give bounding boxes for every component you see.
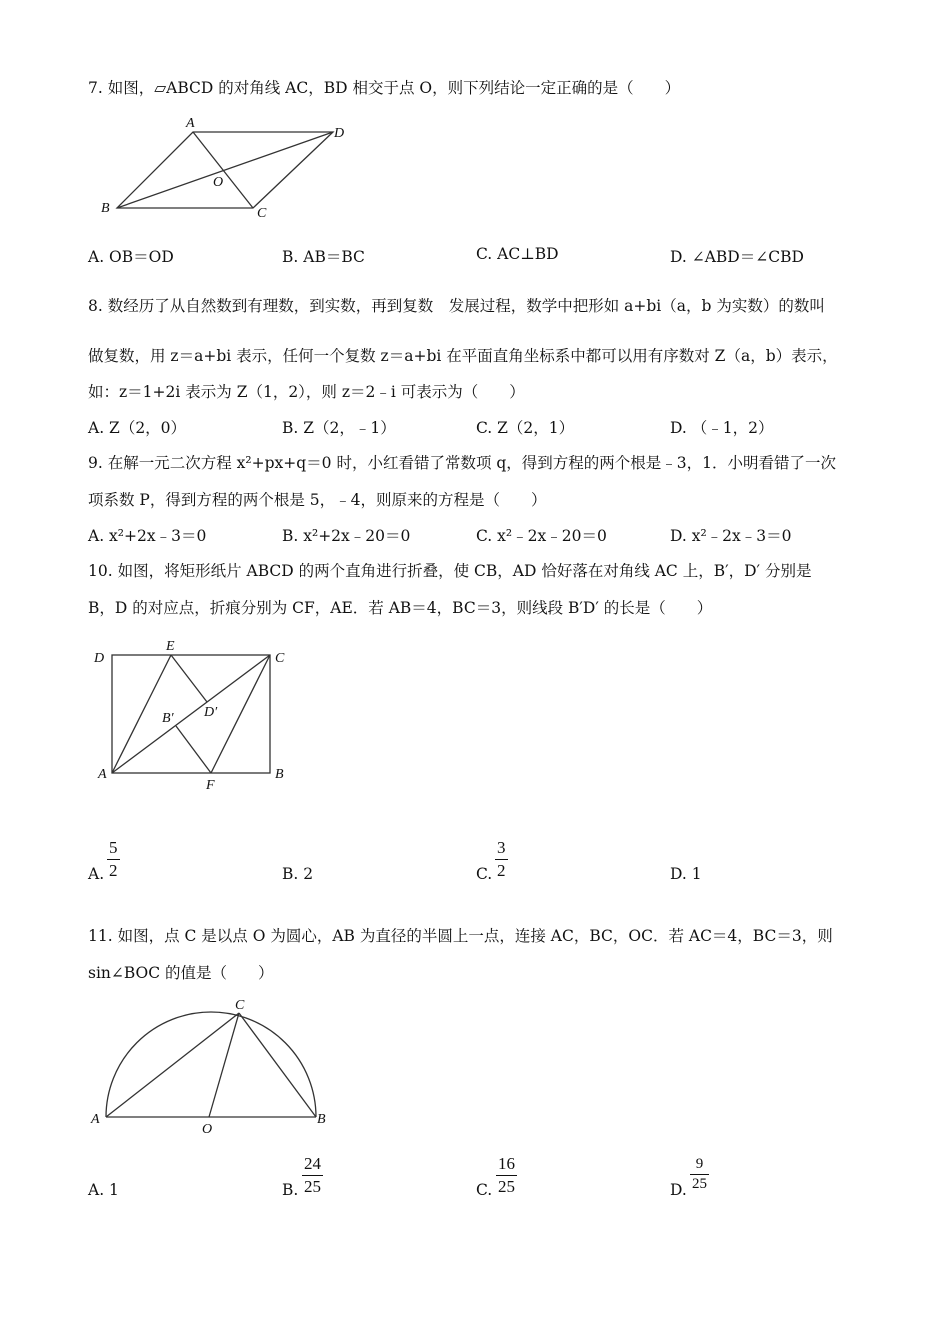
q9-option-c[interactable]: C. x²﹣2x﹣20＝0: [476, 527, 607, 545]
q11-option-d-denominator: 25: [692, 1176, 707, 1192]
q10-label-e: E: [166, 639, 175, 654]
q8-option-b[interactable]: B. Z（2，﹣1）: [282, 419, 396, 437]
q7-option-a[interactable]: A. OB＝OD: [88, 248, 174, 266]
q10-option-a-numerator: 5: [109, 838, 118, 857]
q10-option-c-numerator: 3: [497, 838, 506, 857]
q8-line2: 做复数，用 z＝a+bi 表示，任何一个复数 z＝a+bi 在平面直角坐标系中都可以用有序数对 Z（a，b）表示，: [88, 347, 838, 365]
q9-line1: 9. 在解一元二次方程 x²+px+q＝0 时，小红看错了常数项 q，得到方程的两个根是﹣3，1．小明看错了一次: [88, 454, 837, 472]
q8-option-c[interactable]: C. Z（2，1）: [476, 419, 575, 437]
q10-label-a: A: [98, 767, 107, 782]
q10-option-a-fraction: [107, 838, 120, 881]
q10-line2: B，D 的对应点，折痕分别为 CF，AE．若 AB＝4，BC＝3，则线段 B′D′ 的长是（ ）: [88, 599, 713, 617]
q11-option-d-numerator: 9: [695, 1156, 704, 1172]
q10-option-c-prefix: C.: [476, 865, 493, 883]
q7-diagonal-ac: [193, 132, 253, 208]
q8-option-a[interactable]: A. Z（2，0）: [88, 419, 187, 437]
q10-option-c-denominator: 2: [497, 861, 506, 880]
q10-option-c-fraction: [495, 838, 508, 881]
q11-label-o: O: [202, 1122, 213, 1137]
q11-label-b: B: [317, 1112, 326, 1127]
q11-line1: 11. 如图，点 C 是以点 O 为圆心，AB 为直径的半圆上一点，连接 AC，BC，OC．若 AC＝4，BC＝3，则: [88, 927, 833, 945]
q10-option-a-denominator: 2: [109, 861, 118, 880]
q11-option-b-prefix: B.: [282, 1181, 299, 1199]
q11-line2: sin∠BOC 的值是（ ）: [88, 964, 274, 982]
q10-rectangle-fold-figure: [90, 636, 300, 796]
q11-label-c: C: [235, 998, 245, 1013]
q11-option-d-fraction: [690, 1156, 709, 1193]
q10-label-b: B: [275, 767, 284, 782]
q10-option-a-prefix: A.: [88, 865, 105, 883]
q11-option-b-numerator: 24: [304, 1154, 321, 1173]
q9-line2: 项系数 P，得到方程的两个根是 5，﹣4，则原来的方程是（ ）: [88, 491, 547, 509]
q11-option-c-numerator: 16: [498, 1154, 515, 1173]
q11-option-c-prefix: C.: [476, 1181, 493, 1199]
q11-option-b-denominator: 25: [304, 1177, 321, 1196]
q10-option-a[interactable]: [88, 865, 104, 883]
q11-option-b-fraction: [302, 1154, 323, 1197]
q10-label-d-prime: D′: [204, 705, 218, 720]
q11-option-b[interactable]: [282, 1181, 298, 1199]
q7-stem: 7. 如图，▱ABCD 的对角线 AC，BD 相交于点 O，则下列结论一定正确的是（ ）: [88, 79, 681, 97]
q8-option-d[interactable]: D. （﹣1，2）: [670, 419, 774, 437]
q11-option-d[interactable]: [670, 1181, 687, 1199]
q7-diagonal-bd: [117, 132, 333, 208]
q11-option-c[interactable]: [476, 1181, 492, 1199]
q11-option-d-prefix: D.: [670, 1181, 687, 1199]
q9-option-b[interactable]: B. x²+2x﹣20＝0: [282, 527, 411, 545]
q11-semicircle-arc: [106, 1012, 316, 1117]
q7-option-c[interactable]: C. AC⊥BD: [476, 245, 559, 263]
q10-option-d[interactable]: D. 1: [670, 865, 702, 883]
q11-chord-bc: [239, 1013, 316, 1117]
q7-option-d[interactable]: D. ∠ABD＝∠CBD: [670, 248, 804, 266]
q8-line1: 8. 数经历了从自然数到有理数，到实数，再到复数 发展过程，数学中把形如 a+bi（a，b 为实数）的数叫: [88, 297, 825, 315]
q10-segment-ed1: [171, 655, 207, 702]
q11-radius-oc: [209, 1013, 239, 1117]
q9-option-a[interactable]: A. x²+2x﹣3＝0: [88, 527, 207, 545]
q7-label-c: C: [257, 206, 267, 221]
q7-parallelogram-figure: [95, 112, 365, 222]
q10-label-d: D: [94, 651, 105, 666]
q8-line3: 如：z＝1+2i 表示为 Z（1，2），则 z＝2﹣i 可表示为（ ）: [88, 383, 525, 401]
q10-option-c[interactable]: [476, 865, 492, 883]
q7-option-b[interactable]: B. AB＝BC: [282, 248, 365, 266]
q11-semicircle-figure: [88, 997, 338, 1137]
q10-line1: 10. 如图，将矩形纸片 ABCD 的两个直角进行折叠，使 CB，AD 恰好落在对角线 AC 上，B′，D′ 分别是: [88, 562, 812, 580]
q11-option-a[interactable]: A. 1: [88, 1181, 119, 1199]
q7-label-b: B: [101, 201, 110, 216]
q10-segment-fb1: [176, 726, 211, 773]
q11-option-c-denominator: 25: [498, 1177, 515, 1196]
q7-label-a: A: [186, 116, 195, 131]
q7-label-o: O: [213, 175, 224, 190]
q10-diagonal-ac: [112, 655, 270, 773]
q10-crease-cf: [211, 655, 270, 773]
q10-option-b[interactable]: B. 2: [282, 865, 314, 883]
q11-chord-ac: [106, 1013, 239, 1117]
q10-label-f: F: [206, 778, 215, 793]
q11-label-a: A: [91, 1112, 100, 1127]
q9-option-d[interactable]: D. x²﹣2x﹣3＝0: [670, 527, 792, 545]
q10-label-c: C: [275, 651, 285, 666]
q11-option-c-fraction: [496, 1154, 517, 1197]
q7-label-d: D: [334, 126, 345, 141]
q10-label-b-prime: B′: [162, 711, 174, 726]
